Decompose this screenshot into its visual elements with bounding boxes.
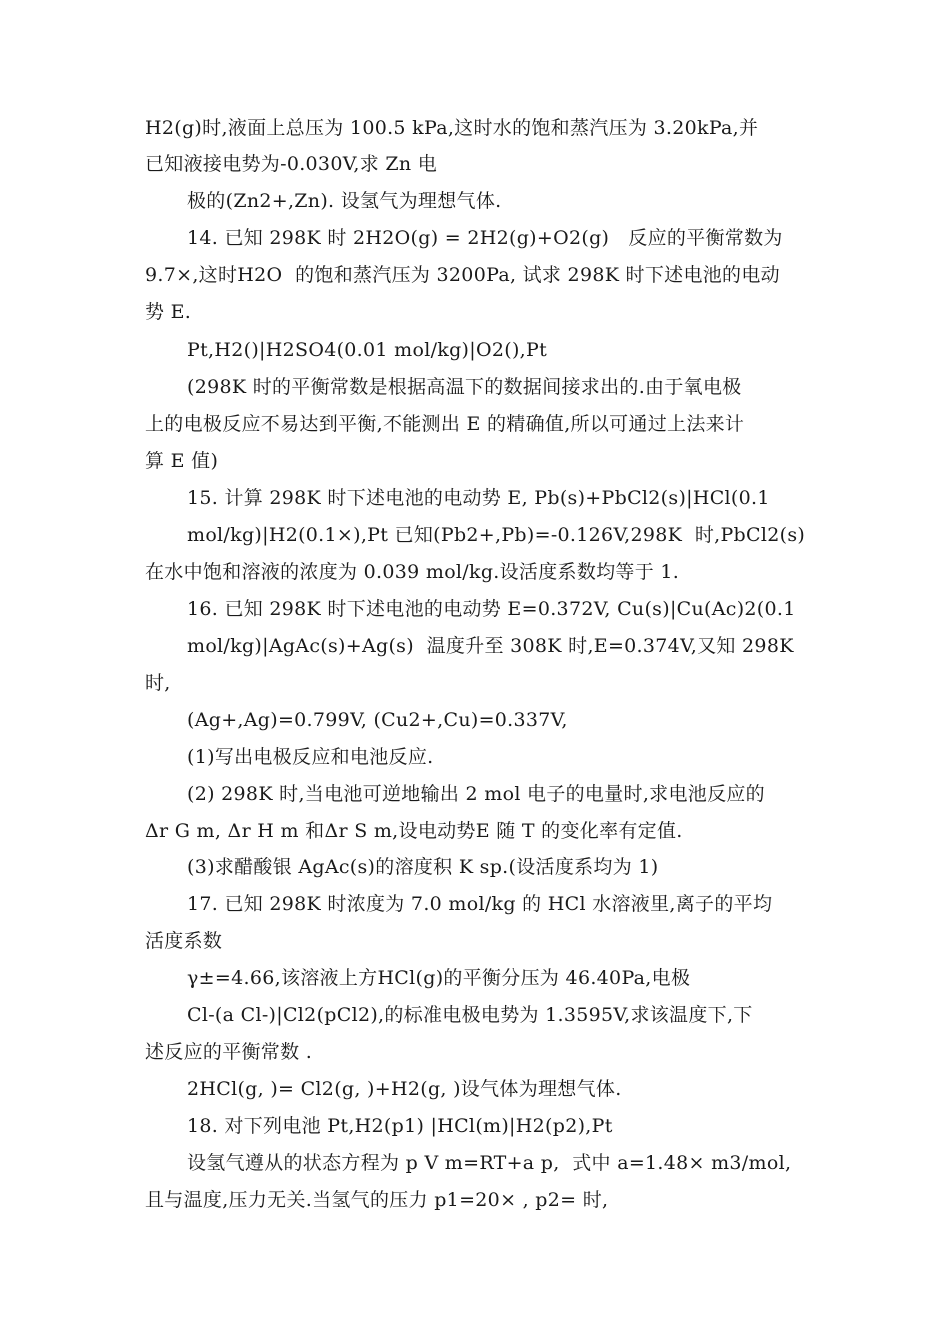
text-line: 已知液接电势为-0.030V,求 Zn 电 xyxy=(145,153,438,175)
text-line: 上的电极反应不易达到平衡,不能测出 E 的精确值,所以可通过上法来计 xyxy=(145,413,745,435)
text-line: 且与温度,压力无关.当氢气的压力 p1=20× , p2= 时, xyxy=(145,1189,609,1211)
text-line: H2(g)时,液面上总压为 100.5 kPa,这时水的饱和蒸汽压为 3.20kPa,并 xyxy=(145,117,759,139)
text-line: 算 E 值) xyxy=(145,450,219,472)
text-line: 2HCl(g, )= Cl2(g, )+H2(g, )设气体为理想气体. xyxy=(187,1078,622,1100)
text-line: (3)求醋酸银 AgAc(s)的溶度积 K sp.(设活度系均为 1) xyxy=(187,856,659,878)
text-line: 述反应的平衡常数 . xyxy=(145,1041,313,1063)
text-line: 活度系数 xyxy=(145,930,223,952)
text-line: 17. 已知 298K 时浓度为 7.0 mol/kg 的 HCl 水溶液里,离子的平均 xyxy=(187,893,773,915)
text-line: 势 E. xyxy=(145,301,192,323)
text-line: (Ag+,Ag)=0.799V, (Cu2+,Cu)=0.337V, xyxy=(187,709,568,731)
text-line: (298K 时的平衡常数是根据高温下的数据间接求出的.由于氧电极 xyxy=(187,376,742,398)
text-line: γ±=4.66,该溶液上方HCl(g)的平衡分压为 46.40Pa,电极 xyxy=(187,967,691,989)
text-line: mol/kg)|H2(0.1×),Pt 已知(Pb2+,Pb)=-0.126V,298K 时,PbCl2(s) xyxy=(187,524,806,546)
text-line: 18. 对下列电池 Pt,H2(p1) |HCl(m)|H2(p2),Pt xyxy=(187,1115,613,1137)
text-line: Δr G m, Δr H m 和Δr S m,设电动势E 随 T 的变化率有定值. xyxy=(145,820,683,842)
text-line: 时, xyxy=(145,672,171,694)
text-line: 14. 已知 298K 时 2H2O(g) = 2H2(g)+O2(g) 反应的平衡常数为 xyxy=(187,227,783,249)
text-line: Cl-(a Cl-)|Cl2(pCl2),的标准电极电势为 1.3595V,求该温度下,下 xyxy=(187,1004,753,1026)
text-line: 15. 计算 298K 时下述电池的电动势 E, Pb(s)+PbCl2(s)|HCl(0.1 xyxy=(187,487,770,509)
text-line: (2) 298K 时,当电池可逆地输出 2 mol 电子的电量时,求电池反应的 xyxy=(187,783,765,805)
text-line: 设氢气遵从的状态方程为 p V m=RT+a p, 式中 a=1.48× m3/mol, xyxy=(187,1152,792,1174)
text-line: Pt,H2()|H2SO4(0.01 mol/kg)|O2(),Pt xyxy=(187,339,548,361)
text-line: 9.7×,这时H2O 的饱和蒸汽压为 3200Pa, 试求 298K 时下述电池的电动 xyxy=(145,264,780,286)
text-line: 在水中饱和溶液的浓度为 0.039 mol/kg.设活度系数均等于 1. xyxy=(145,561,680,583)
text-line: (1)写出电极反应和电池反应. xyxy=(187,746,434,768)
text-line: 极的(Zn2+,Zn). 设氢气为理想气体. xyxy=(187,190,502,212)
text-line: 16. 已知 298K 时下述电池的电动势 E=0.372V, Cu(s)|Cu(Ac)2(0.1 xyxy=(187,598,796,620)
text-line: mol/kg)|AgAc(s)+Ag(s) 温度升至 308K 时,E=0.374V,又知 298K xyxy=(187,635,794,657)
